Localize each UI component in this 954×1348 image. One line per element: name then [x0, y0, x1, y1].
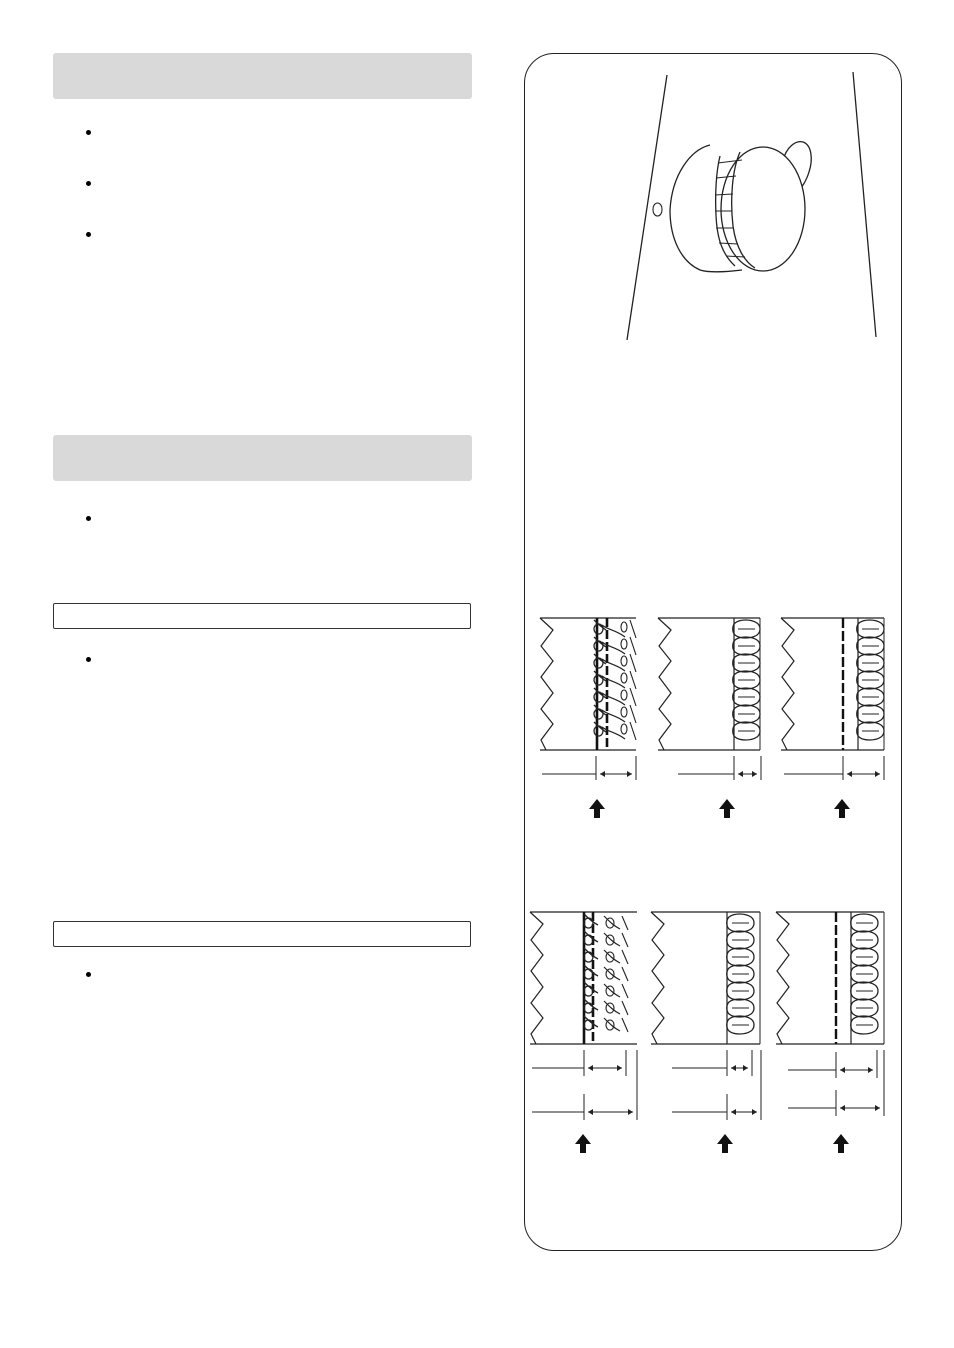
- stitch-sample-3thread-wide-lower: [651, 912, 761, 1153]
- stitch-sample-3thread-wide-upper: [658, 618, 761, 818]
- stitch-sample-4thread-lower: [530, 912, 637, 1153]
- stitch-sample-4thread-upper: [540, 618, 636, 818]
- stitch-sample-3thread-narrow-upper: [781, 618, 884, 818]
- machine-dial-illustration: [627, 72, 876, 340]
- stitch-sample-3thread-narrow-lower: [776, 912, 884, 1153]
